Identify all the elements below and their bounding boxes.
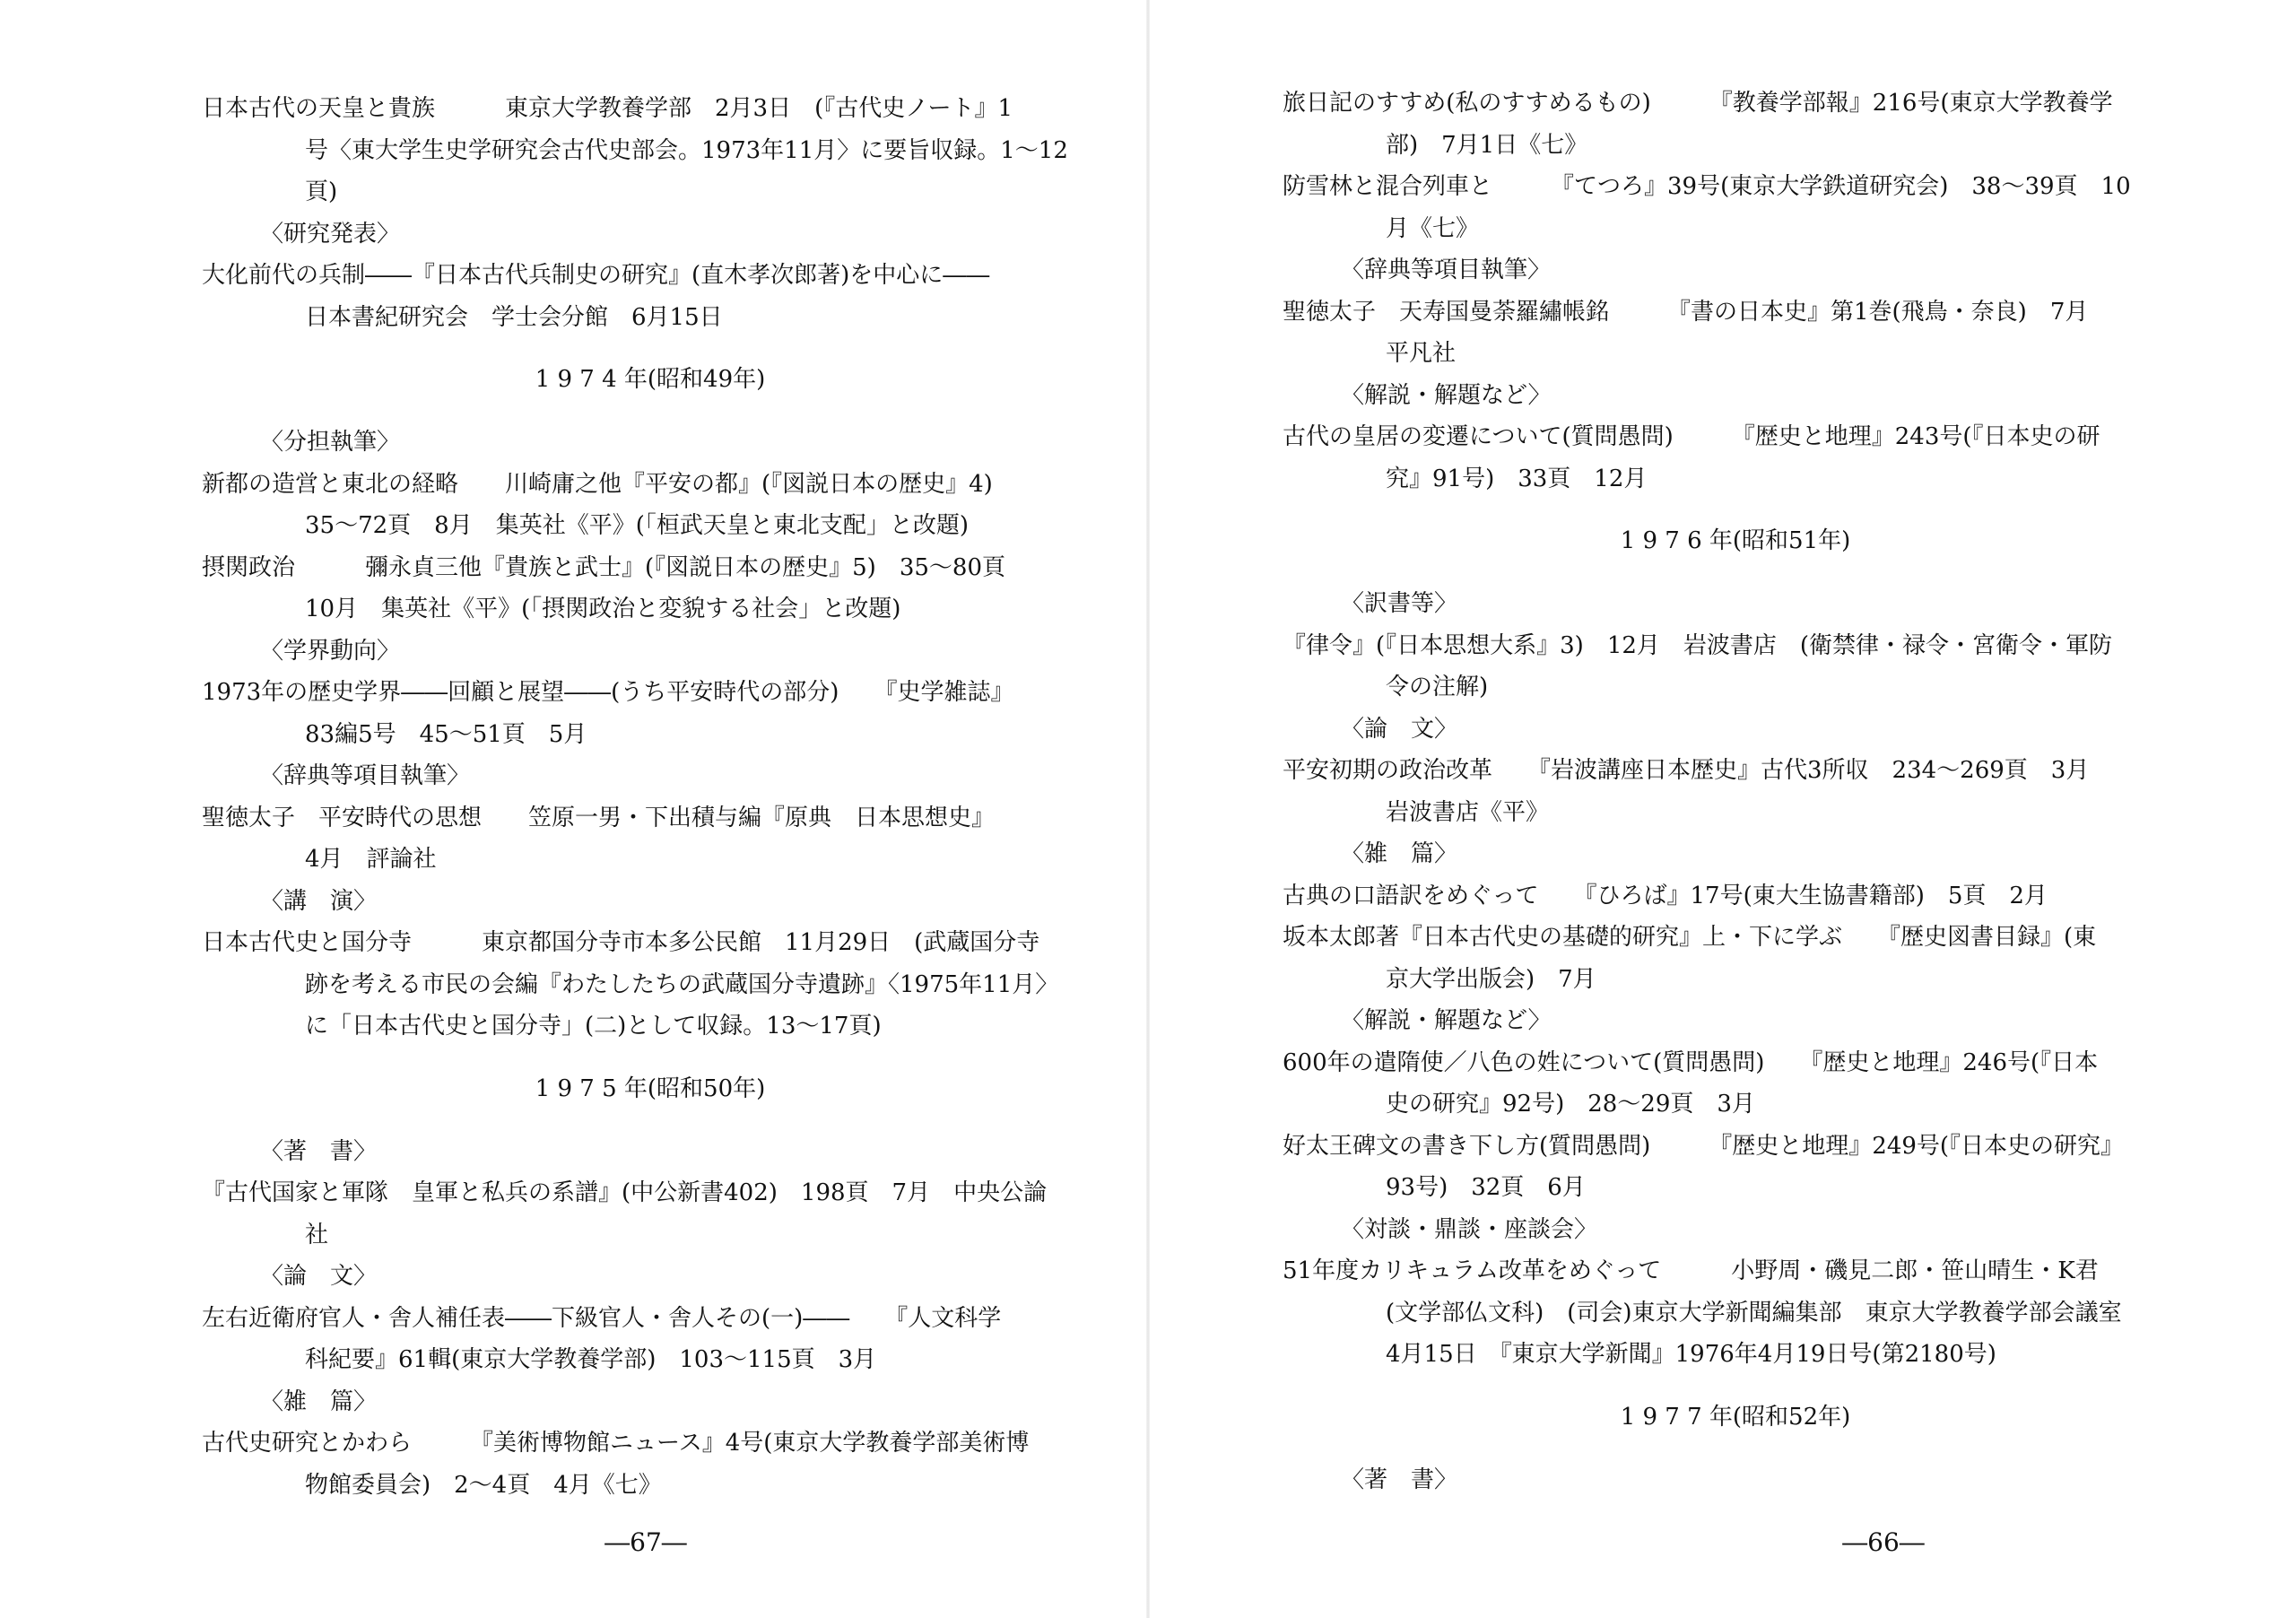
right-text-column (1283, 83, 2188, 1501)
year-heading: 1 9 7 5 年(昭和50年) (535, 1074, 766, 1102)
entry-line: 古典の口語訳をめぐって 『ひろば』17号(東大生協書籍部) 5頁 2月 (1283, 882, 2048, 909)
section-heading: 〈辞典等項目執筆〉 (1341, 257, 1552, 283)
section-heading: 〈論 文〉 (260, 1263, 378, 1290)
entry-line: 600年の遣隋使／八色の姓について(質問愚問) 『歴史と地理』246号(『日本 (1283, 1048, 2099, 1076)
entry-continuation-line: 10月 集英社《平》(「摂関政治と変貌する社会」と改題) (305, 596, 901, 622)
entry-line: 『律令』(『日本思想大系』3) 12月 岩波書店 (衛禁律・禄令・宮衛令・軍防 (1283, 631, 2113, 659)
entry-continuation-line: 4月15日 『東京大学新聞』1976年4月19日号(第2180号) (1386, 1341, 1996, 1368)
section-heading: 〈講 演〉 (260, 887, 378, 915)
entry-continuation-line: (文学部仏文科) (司会)東京大学新聞編集部 東京大学教養学部会議室 (1386, 1299, 2122, 1327)
entry-line: 日本古代の天皇と貴族 東京大学教養学部 2月3日 (『古代史ノート』1 (202, 95, 1013, 122)
section-heading: 〈著 書〉 (1341, 1466, 1458, 1493)
entry-continuation-line: 物館委員会) 2～4頁 4月《七》 (305, 1471, 662, 1499)
right-page (1148, 0, 2296, 1618)
section-heading: 〈論 文〉 (1341, 715, 1458, 743)
entry-line: 摂関政治 彌永貞三他『貴族と武士』(『図説日本の歴史』5) 35～80頁 (202, 553, 1005, 581)
entry-continuation-line: 4月 評論社 (305, 846, 437, 873)
entry-continuation-line: に「日本古代史と国分寺」(二)として収録。13～17頁) (305, 1013, 882, 1040)
entry-line: 旅日記のすすめ(私のすすめるもの) 『教養学部報』216号(東京大学教養学 (1283, 90, 2113, 117)
entry-continuation-line: 93号) 32頁 6月 (1386, 1174, 1586, 1201)
section-heading: 〈訳書等〉 (1341, 590, 1458, 617)
entry-line: 好太王碑文の書き下し方(質問愚問) 『歴史と地理』249号(『日本史の研究』 (1283, 1132, 2125, 1160)
entry-line: 左右近衛府官人・舎人補任表――下級官人・舎人その(一)―― 『人文科学 (202, 1304, 1002, 1332)
page-number: ―67― (604, 1527, 687, 1557)
entry-continuation-line: 日本書紀研究会 学士会分館 6月15日 (305, 303, 723, 331)
year-heading: 1 9 7 4 年(昭和49年) (535, 366, 766, 393)
entry-continuation-line: 社 (305, 1221, 329, 1248)
section-heading: 〈解説・解題など〉 (1341, 1007, 1552, 1034)
entry-continuation-line: 史の研究』92号) 28～29頁 3月 (1386, 1091, 1755, 1118)
left-text-column (202, 88, 1099, 1506)
entry-continuation-line: 京大学出版会) 7月 (1386, 965, 1596, 993)
section-heading: 〈雑 篇〉 (1341, 840, 1458, 867)
entry-line: 1973年の歴史学界――回顧と展望――(うち平安時代の部分) 『史学雑誌』 (202, 679, 1014, 706)
section-heading: 〈辞典等項目執筆〉 (260, 762, 471, 789)
section-heading: 〈研究発表〉 (260, 220, 401, 248)
entry-line: 大化前代の兵制――『日本古代兵制史の研究』(直木孝次郎著)を中心に―― (202, 262, 990, 289)
entry-continuation-line: 令の注解) (1386, 674, 1489, 700)
section-heading: 〈解説・解題など〉 (1341, 381, 1552, 409)
entry-continuation-line: 頁) (305, 178, 338, 205)
section-heading: 〈対談・鼎談・座談会〉 (1341, 1215, 1598, 1243)
entry-line: 平安初期の政治改革 『岩波講座日本歴史』古代3所収 234～269頁 3月 (1283, 757, 2090, 784)
entry-continuation-line: 部) 7月1日《七》 (1386, 131, 1588, 159)
entry-line: 『古代国家と軍隊 皇軍と私兵の系譜』(中公新書402) 198頁 7月 中央公論 (202, 1179, 1048, 1206)
section-heading: 〈著 書〉 (260, 1137, 378, 1165)
page-number: ―66― (1842, 1527, 1925, 1557)
entry-continuation-line: 岩波書店《平》 (1386, 798, 1550, 826)
entry-line: 新都の造営と東北の経略 川崎庸之他『平安の都』(『図説日本の歴史』4) (202, 470, 993, 498)
entry-line: 聖徳太子 天寿国曼荼羅繡帳銘 『書の日本史』第1巻(飛鳥・奈良) 7月 (1283, 298, 2089, 326)
year-heading: 1 9 7 6 年(昭和51年) (1620, 527, 1851, 554)
entry-line: 古代の皇居の変遷について(質問愚問) 『歴史と地理』243号(『日本史の研 (1283, 423, 2100, 450)
entry-line: 聖徳太子 平安時代の思想 笠原一男・下出積与編『原典 日本思想史』 (202, 804, 996, 831)
entry-continuation-line: 科紀要』61輯(東京大学教養学部) 103～115頁 3月 (305, 1346, 877, 1373)
year-heading: 1 9 7 7 年(昭和52年) (1620, 1403, 1851, 1431)
section-heading: 〈分担執筆〉 (260, 429, 401, 456)
section-heading: 〈学界動向〉 (260, 637, 401, 665)
entry-line: 坂本太郎著『日本古代史の基礎的研究』上・下に学ぶ 『歴史図書目録』(東 (1283, 924, 2097, 951)
entry-continuation-line: 平凡社 (1386, 340, 1457, 367)
entry-line: 51年度カリキュラム改革をめぐって 小野周・磯見二郎・笹山晴生・K君 (1283, 1257, 2099, 1284)
entry-continuation-line: 83編5号 45～51頁 5月 (305, 720, 587, 748)
entry-continuation-line: 号〈東大学生史学研究会古代史部会。1973年11月〉に要旨収録。1～12 (305, 136, 1068, 164)
entry-line: 防雪林と混合列車と 『てつろ』39号(東京大学鉄道研究会) 38～39頁 10 (1283, 173, 2131, 200)
entry-continuation-line: 跡を考える市民の会編『わたしたちの武蔵国分寺遺跡』〈1975年11月〉 (305, 970, 1059, 998)
entry-line: 古代史研究とかわら 『美術博物館ニュース』4号(東京大学教養学部美術博 (202, 1430, 1030, 1457)
section-heading: 〈雑 篇〉 (260, 1387, 378, 1415)
entry-continuation-line: 月《七》 (1386, 214, 1480, 242)
entry-continuation-line: 究』91号) 33頁 12月 (1386, 465, 1648, 492)
entry-line: 日本古代史と国分寺 東京都国分寺市本多公民館 11月29日 (武蔵国分寺 (202, 929, 1040, 956)
entry-continuation-line: 35～72頁 8月 集英社《平》(「桓武天皇と東北支配」と改題) (305, 512, 969, 539)
